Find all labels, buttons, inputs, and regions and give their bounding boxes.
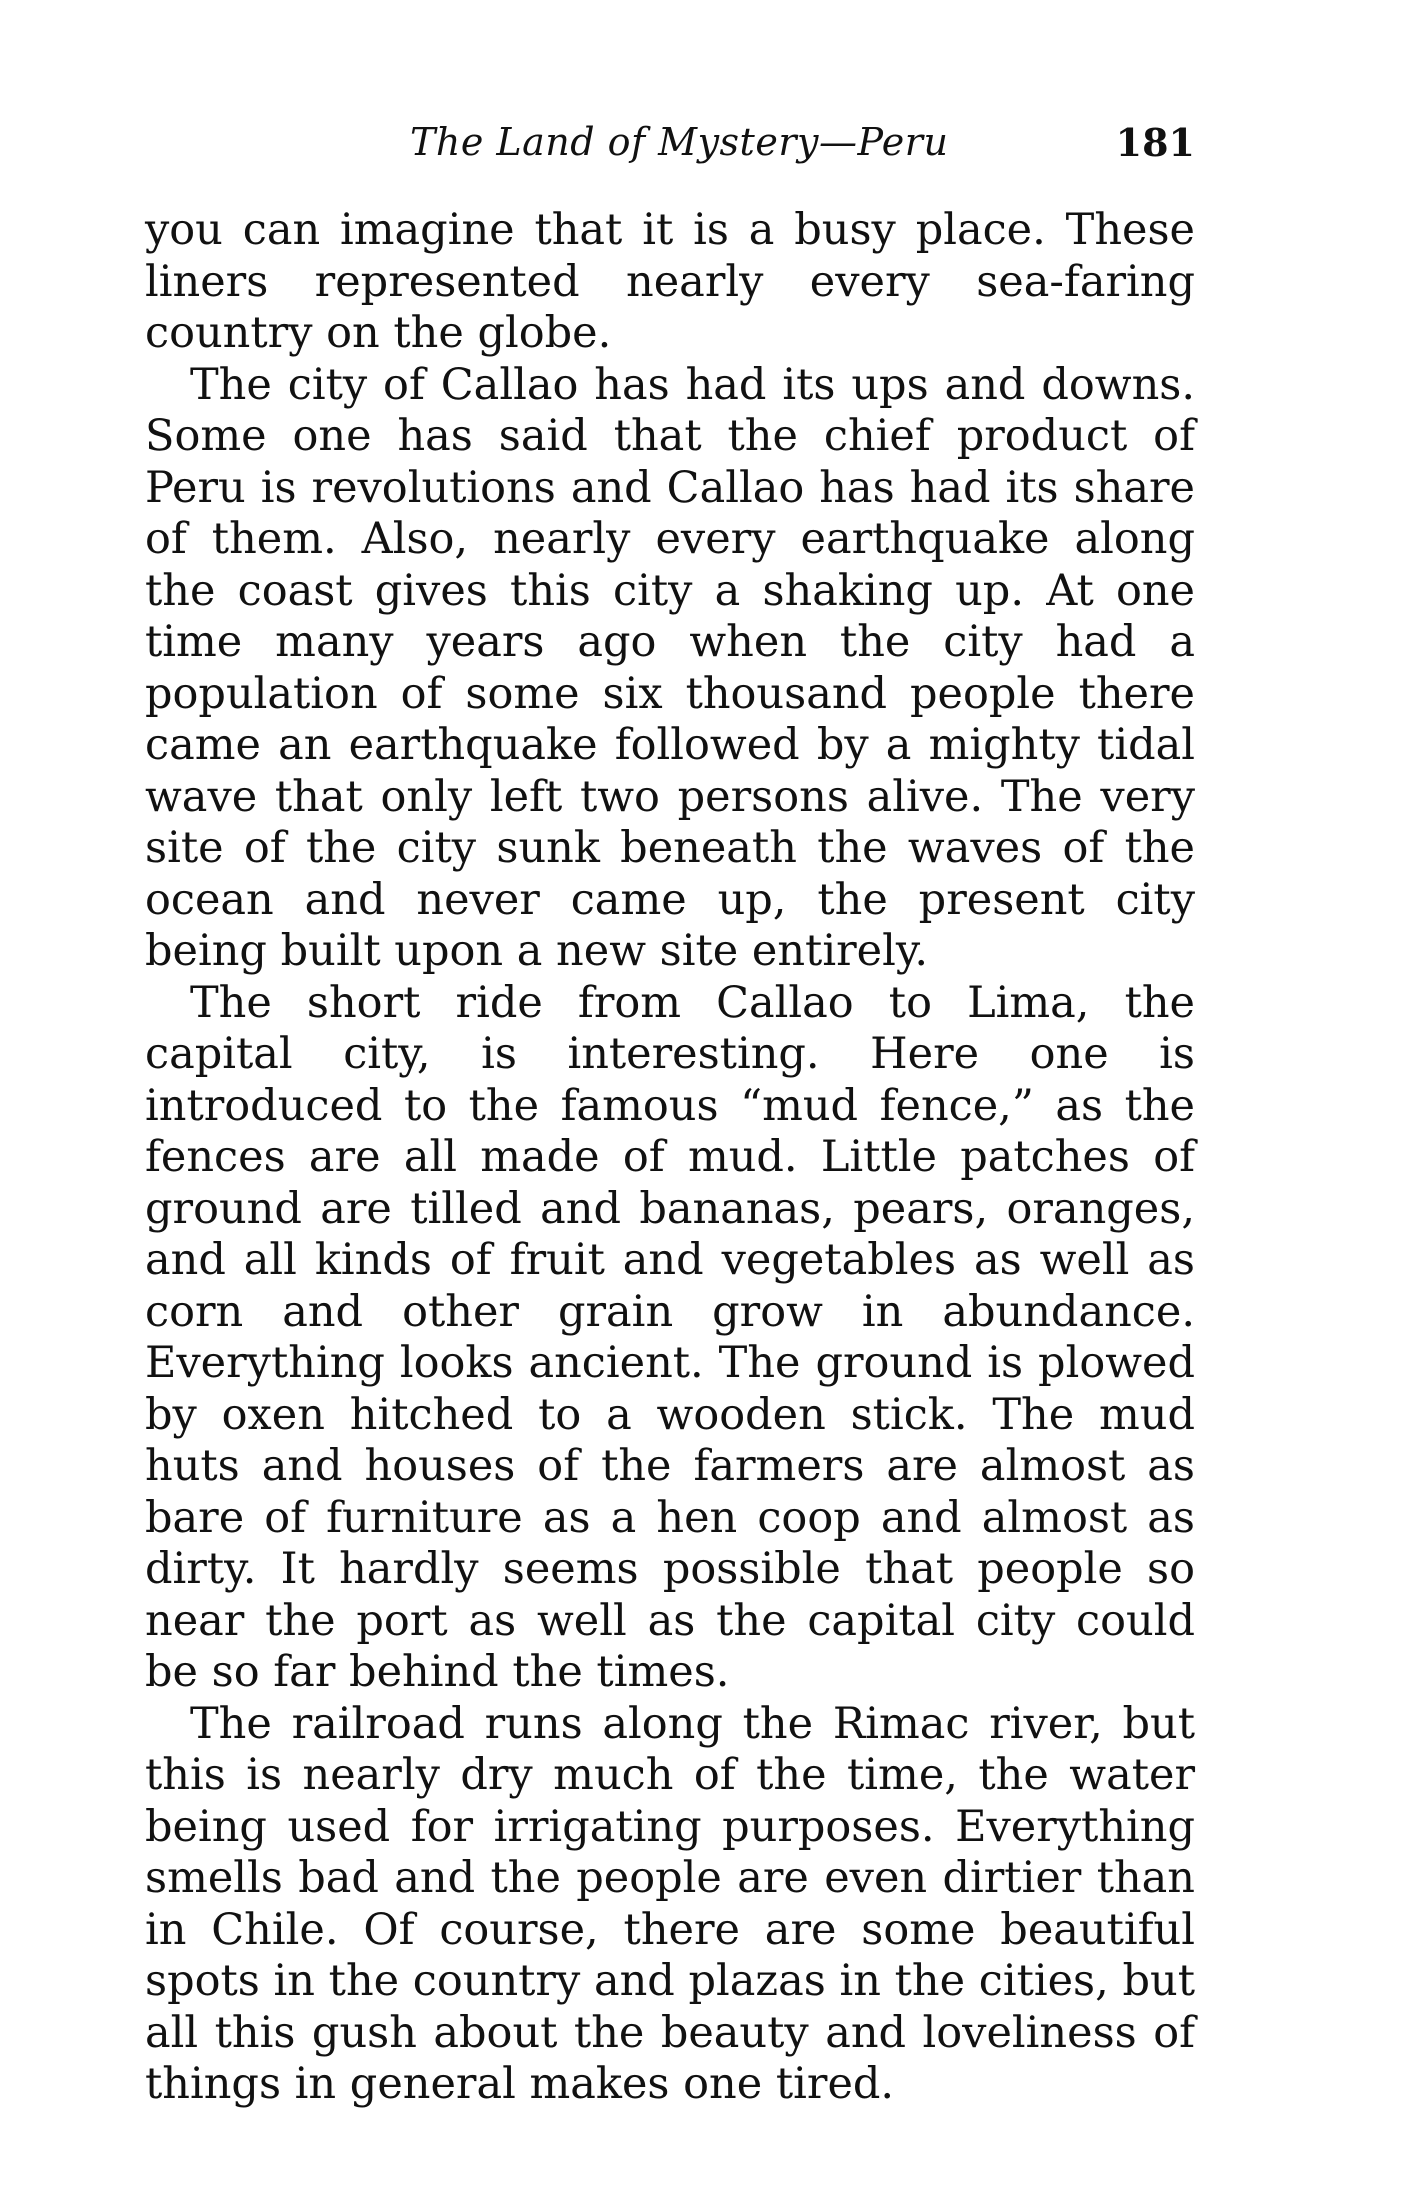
body-text xyxy=(145,205,1195,2111)
paragraph-callao: The city of Callao has had its ups and downs. Some one has said that the chief product of Peru is revolutions and Callao has had its share of them. Also, nearly every earthquake along the coast gives this city a shaking up. At one time many years ago when the city had a population of some six thousand people there came an earthquake followed by a mighty tidal wave that only left two persons alive. The very site of the city sunk beneath the waves of the ocean and never came up, the present city being built upon a new site entirely. xyxy=(145,359,1195,976)
paragraph-railroad: The railroad runs along the Rimac river, but this is nearly dry much of the time, the water being used for irrigating purposes. Everything smells bad and the people are even dirtier than in Chile. Of course, there are some beautiful spots in the country and plazas in the cities, but all this gush about the beauty and loveliness of things in general makes one tired. xyxy=(145,1698,1195,2109)
paragraph-lima-ride: The short ride from Callao to Lima, the capital city, is interesting. Here one is introduced to the famous “mud fence,” as the fences are all made of mud. Little patches of ground are tilled and bananas, pears, oranges, and all kinds of fruit and vegetables as well as corn and other grain grow in abundance. Everything looks ancient. The ground is plowed by oxen hitched to a wooden stick. The mud huts and houses of the farmers are almost as bare of furniture as a hen coop and almost as dirty. It hardly seems possible that people so near the port as well as the capital city could be so far behind the times. xyxy=(145,977,1195,1697)
running-title: The Land of Mystery—Peru xyxy=(410,120,949,164)
paragraph-continued: you can imagine that it is a busy place. These liners represented nearly every sea-faring country on the globe. xyxy=(145,205,1195,358)
page-header xyxy=(145,120,1195,180)
page-number: 181 xyxy=(1115,120,1195,165)
